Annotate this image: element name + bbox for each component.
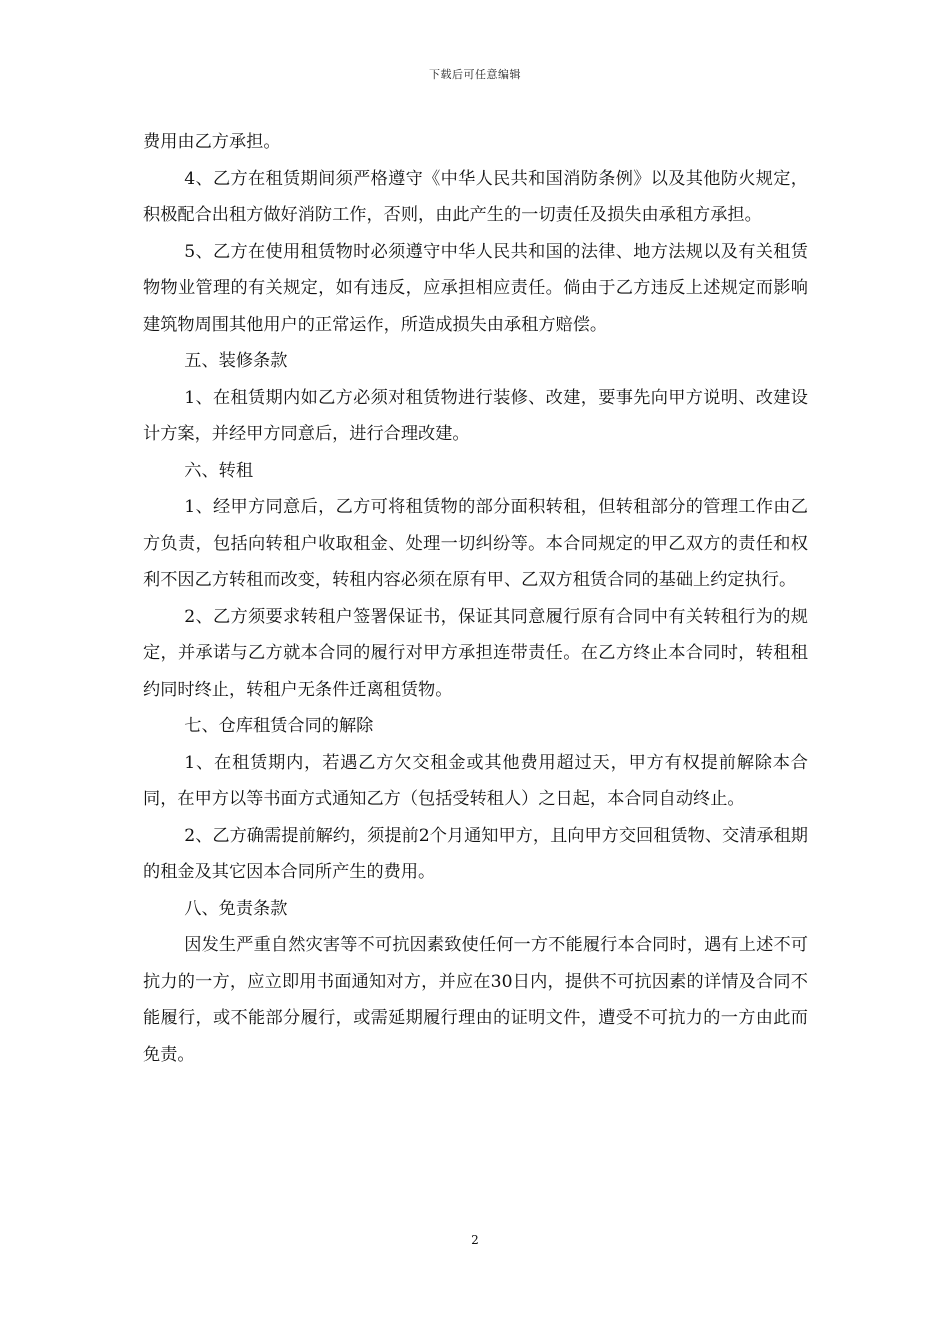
exemption-clause: 因发生严重自然灾害等不可抗因素致使任何一方不能履行本合同时，遇有上述不可抗力的一方，应立即用书面通知对方，并应在30日内，提供不可抗因素的详情及合同不能履行，或不能部分履行，或需延期履行理由的证明文件，遭受不可抗力的一方由此而免责。: [143, 935, 808, 1065]
section-heading-exemption: 八、免责条款: [184, 898, 288, 919]
document-body: [143, 124, 808, 1073]
sublease-clause-2: 2、乙方须要求转租户签署保证书，保证其同意履行原有合同中有关转租行为的规定，并承诺与乙方就本合同的履行对甲方承担连带责任。在乙方终止本合同时，转租租约同时终止，转租户无条件迁离租赁物。: [143, 606, 808, 700]
termination-clause-1: 1、在租赁期内，若遇乙方欠交租金或其他费用超过天，甲方有权提前解除本合同，在甲方以等书面方式通知乙方（包括受转租人）之日起，本合同自动终止。: [143, 752, 808, 809]
renovation-clause-1: 1、在租赁期内如乙方必须对租赁物进行装修、改建，要事先向甲方说明、改建设计方案，并经甲方同意后，进行合理改建。: [143, 387, 808, 444]
sublease-clause-1: 1、经甲方同意后，乙方可将租赁物的部分面积转租，但转租部分的管理工作由乙方负责，包括向转租户收取租金、处理一切纠纷等。本合同规定的甲乙双方的责任和权利不因乙方转租而改变，转租内容必须在原有甲、乙双方租赁合同的基础上约定执行。: [143, 497, 808, 590]
paragraph-continuation: 费用由乙方承担。: [143, 132, 281, 152]
page-header: 下载后可任意编辑: [429, 68, 521, 81]
page-number: 2: [471, 1233, 479, 1247]
clause-4-fire-safety: 4、乙方在租赁期间须严格遵守《中华人民共和国消防条例》以及其他防火规定，积极配合出租方做好消防工作，否则，由此产生的一切责任及损失由承租方承担。: [143, 168, 808, 225]
clause-5-legal-compliance: 5、乙方在使用租赁物时必须遵守中华人民共和国的法律、地方法规以及有关租赁物物业管理的有关规定，如有违反，应承担相应责任。倘由于乙方违反上述规定而影响建筑物周围其他用户的正常运作，所造成损失由承租方赔偿。: [143, 241, 808, 335]
section-heading-sublease: 六、转租: [184, 460, 254, 481]
section-heading-termination: 七、仓库租赁合同的解除: [184, 716, 374, 736]
termination-clause-2: 2、乙方确需提前解约，须提前2个月通知甲方，且向甲方交回租赁物、交清承租期的租金及其它因本合同所产生的费用。: [143, 825, 808, 882]
section-heading-renovation: 五、装修条款: [184, 351, 288, 371]
